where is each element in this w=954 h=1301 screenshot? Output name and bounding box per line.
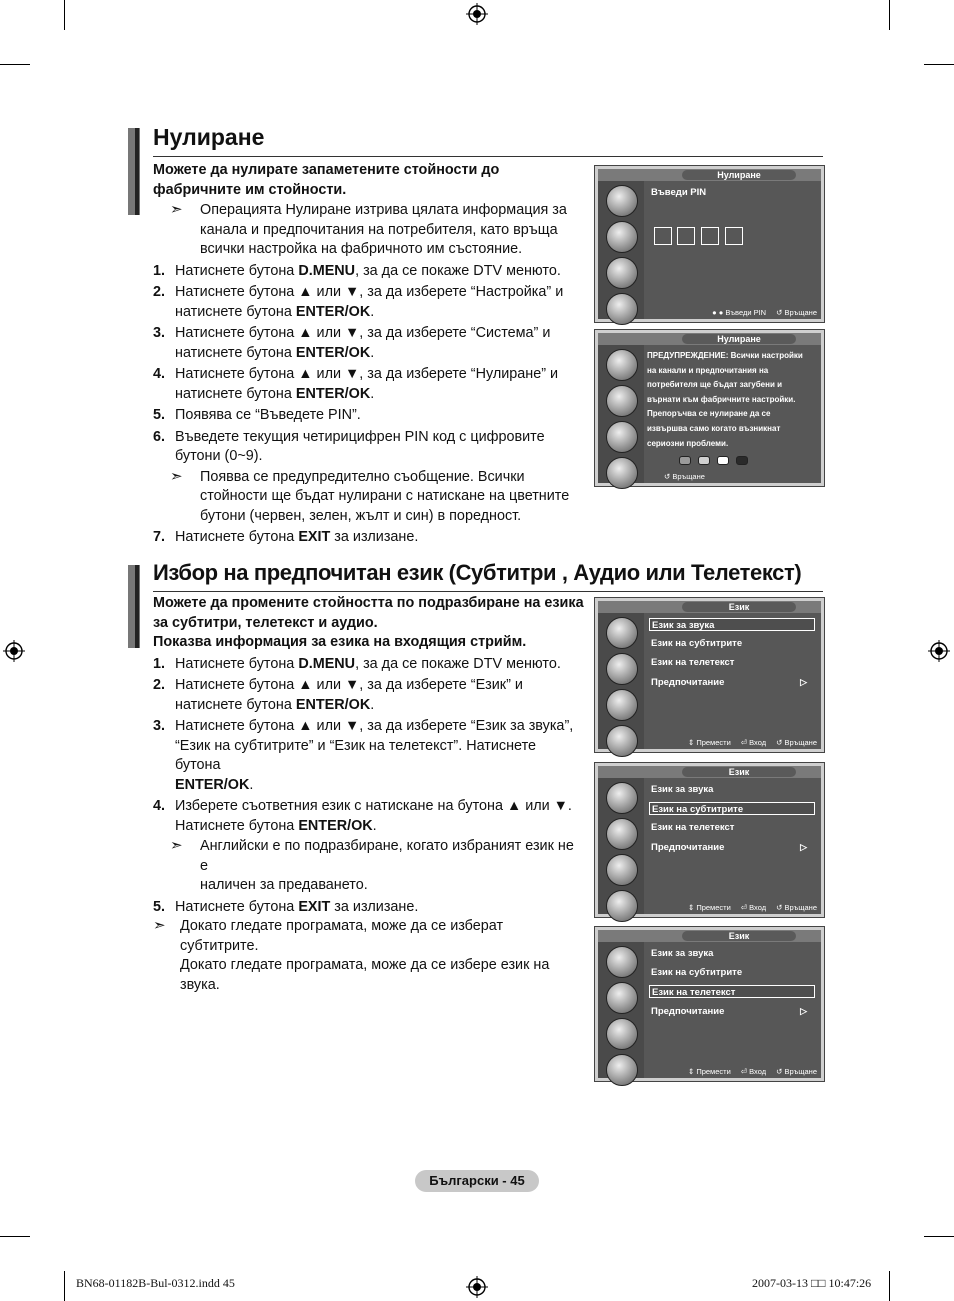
screen-footer: ↺ Връщане bbox=[664, 472, 705, 481]
warning-message: ПРЕДУПРЕЖДЕНИЕ: Всички настройки на канали и предпочитания на потребителя ще бъдат загубени и върнати към фабричните настройки. Препоръчва се нулиране да се извършва само когато възникнат сериозни проблеми. bbox=[647, 351, 803, 448]
setup-icon bbox=[606, 689, 638, 721]
step-4: 4. Изберете съответния език с натискане на бутона ▲ или ▼. Натиснете бутона ENTER/OK. bbox=[153, 798, 572, 834]
menu-item[interactable]: Език за звука bbox=[649, 618, 815, 631]
input-icon bbox=[606, 293, 638, 325]
step-2: 2. Натиснете бутона ▲ или ▼, за да изберете “Настройка” и натиснете бутона ENTER/OK. bbox=[153, 284, 564, 320]
note: ➣ Операцията Нулиране изтрива цялата информация за канала и предпочитания на потребителя, като връща всички настройка на фабричното им състояние. bbox=[170, 201, 567, 257]
pin-label: Въведи PIN bbox=[651, 187, 707, 198]
tv-screen-language bbox=[594, 926, 825, 1082]
footer-file: BN68-01182B-Bul-0312.indd 45 bbox=[76, 1276, 235, 1290]
menu-sidebar bbox=[598, 942, 644, 1078]
menu-item[interactable]: Предпочитание ▷ bbox=[651, 677, 807, 688]
note: ➣ Английски е по подразбиране, когато избраният език не е наличен за предаването. bbox=[170, 837, 574, 893]
arrow-right-icon: ▷ bbox=[800, 677, 807, 687]
menu-item[interactable]: Език на телетекст bbox=[649, 985, 815, 998]
section-title: Нулиране bbox=[153, 124, 265, 150]
input-icon bbox=[606, 725, 638, 757]
screen-footer: ⇕ Премести ⏎ Вход ↺ Връщане bbox=[687, 738, 817, 747]
input-icon bbox=[606, 457, 638, 489]
section-bar bbox=[128, 565, 140, 648]
picture-icon bbox=[606, 782, 638, 814]
pin-digit[interactable] bbox=[701, 227, 719, 245]
screen-title: Нулиране bbox=[682, 334, 796, 344]
sound-icon bbox=[606, 653, 638, 685]
crop-mark bbox=[0, 1236, 30, 1237]
sound-icon bbox=[606, 818, 638, 850]
crop-mark bbox=[64, 1271, 65, 1301]
input-icon bbox=[606, 890, 638, 922]
sound-icon bbox=[606, 221, 638, 253]
section-rule bbox=[153, 156, 823, 157]
crop-mark bbox=[64, 0, 65, 30]
arrow-right-icon: ▷ bbox=[800, 842, 807, 852]
menu-sidebar bbox=[598, 778, 644, 914]
step-1: 1. Натиснете бутона D.MENU, за да се покаже DTV менюто. bbox=[153, 262, 561, 279]
arrow-icon: ➣ bbox=[153, 917, 166, 934]
arrow-icon: ➣ bbox=[170, 467, 183, 485]
setup-icon bbox=[606, 257, 638, 289]
screen-title: Език bbox=[682, 602, 796, 612]
crop-mark bbox=[924, 1236, 954, 1237]
step-3: 3. Натиснете бутона ▲ или ▼, за да изберете “Език за звука”, “Език на субтитрите” и “Език на телетекст”. Натиснете бутона ENTER/OK. bbox=[153, 718, 574, 793]
picture-icon bbox=[606, 617, 638, 649]
setup-icon bbox=[606, 421, 638, 453]
input-icon bbox=[606, 1054, 638, 1086]
screen-footer: ● ● Въведи PIN ↺ Връщане bbox=[712, 308, 817, 317]
menu-item[interactable]: Език на субтитрите bbox=[651, 967, 743, 978]
screen-title: Език bbox=[682, 767, 796, 777]
step-4: 4. Натиснете бутона ▲ или ▼, за да изберете “Нулиране” и натиснете бутона ENTER/OK. bbox=[153, 366, 559, 402]
screen-title: Нулиране bbox=[682, 170, 796, 180]
screen-title: Език bbox=[682, 931, 796, 941]
picture-icon bbox=[606, 185, 638, 217]
step-5: 5. Появява се “Въведете PIN”. bbox=[153, 407, 361, 423]
section-bar bbox=[128, 128, 140, 215]
crop-mark bbox=[924, 64, 954, 65]
menu-item[interactable]: Език на субтитрите bbox=[651, 638, 743, 649]
color-button-icon bbox=[736, 456, 748, 465]
menu-item[interactable]: Език за звука bbox=[651, 948, 714, 959]
pin-digit[interactable] bbox=[725, 227, 743, 245]
screen-footer: ⇕ Премести ⏎ Вход ↺ Връщане bbox=[687, 903, 817, 912]
page-number: Български - 45 bbox=[415, 1170, 539, 1192]
menu-item[interactable]: Предпочитание ▷ bbox=[651, 1006, 807, 1017]
registration-mark-icon bbox=[466, 1276, 488, 1298]
tv-screen-language bbox=[594, 762, 825, 918]
registration-mark-icon bbox=[466, 3, 488, 25]
crop-mark bbox=[889, 1271, 890, 1301]
note: ➣ Докато гледате програмата, може да се изберат субтитрите. Докато гледате програмата, може да се избере език на звука. bbox=[153, 917, 550, 993]
menu-item[interactable]: Предпочитание ▷ bbox=[651, 842, 807, 853]
sound-icon bbox=[606, 982, 638, 1014]
pin-digit[interactable] bbox=[677, 227, 695, 245]
menu-item[interactable]: Език на субтитрите bbox=[649, 802, 815, 815]
step-3: 3. Натиснете бутона ▲ или ▼, за да изберете “Система” и натиснете бутона ENTER/OK. bbox=[153, 325, 551, 361]
color-button-icon bbox=[698, 456, 710, 465]
intro-line: Показва информация за езика на входящия стрийм. bbox=[153, 634, 527, 650]
crop-mark bbox=[0, 64, 30, 65]
crop-mark bbox=[889, 0, 890, 30]
section-title: Избор на предпочитан език (Субтитри , Аудио или Телетекст) bbox=[153, 560, 802, 585]
registration-mark-icon bbox=[3, 640, 25, 662]
step-5: 5. Натиснете бутона EXIT за излизане. bbox=[153, 898, 419, 915]
note: ➣ Появва се предупредително съобщение. Всички стойности ще бъдат нулирани с натискане на цветните бутони (червен, зелен, жълт и син) в поредност. bbox=[170, 467, 570, 524]
step-1: 1. Натиснете бутона D.MENU, за да се покаже DTV менюто. bbox=[153, 655, 561, 672]
intro-line: за субтитри, телетекст и аудио. bbox=[153, 614, 378, 631]
tv-screen-pin bbox=[594, 165, 825, 323]
color-button-icon bbox=[679, 456, 691, 465]
pin-digit[interactable] bbox=[654, 227, 672, 245]
intro-line: Можете да промените стойността по подразбиране на езика bbox=[153, 595, 584, 611]
color-button-icon bbox=[717, 456, 729, 465]
arrow-icon: ➣ bbox=[170, 837, 183, 854]
section2-text bbox=[153, 594, 585, 995]
intro-line: Можете да нулирате запаметените стойности до bbox=[153, 162, 500, 178]
picture-icon bbox=[606, 946, 638, 978]
picture-icon bbox=[606, 349, 638, 381]
setup-icon bbox=[606, 854, 638, 886]
step-2: 2. Натиснете бутона ▲ или ▼, за да изберете “Език” и натиснете бутона ENTER/OK. bbox=[153, 677, 523, 713]
setup-icon bbox=[606, 1018, 638, 1050]
menu-item[interactable]: Език на телетекст bbox=[651, 822, 735, 833]
intro-line: фабричните им стойности. bbox=[153, 181, 347, 198]
arrow-right-icon: ▷ bbox=[800, 1006, 807, 1016]
registration-mark-icon bbox=[928, 640, 950, 662]
menu-sidebar bbox=[598, 345, 644, 483]
menu-item[interactable]: Език за звука bbox=[651, 784, 714, 795]
menu-item[interactable]: Език на телетекст bbox=[651, 657, 735, 668]
section1-text bbox=[153, 161, 585, 548]
step-6: 6. Въведете текущия четирицифрен PIN код с цифровите бутони (0~9). bbox=[153, 428, 545, 464]
tv-screen-language bbox=[594, 597, 825, 753]
screen-footer: ⇕ Премести ⏎ Вход ↺ Връщане bbox=[687, 1067, 817, 1076]
sound-icon bbox=[606, 385, 638, 417]
arrow-icon: ➣ bbox=[170, 201, 183, 218]
tv-screen-warning bbox=[594, 329, 825, 487]
footer-date: 2007-03-13 □□ 10:47:26 bbox=[752, 1276, 872, 1290]
section-rule bbox=[153, 591, 823, 592]
step-7: 7. Натиснете бутона EXIT за излизане. bbox=[153, 529, 419, 545]
menu-sidebar bbox=[598, 613, 644, 749]
menu-sidebar bbox=[598, 181, 644, 319]
